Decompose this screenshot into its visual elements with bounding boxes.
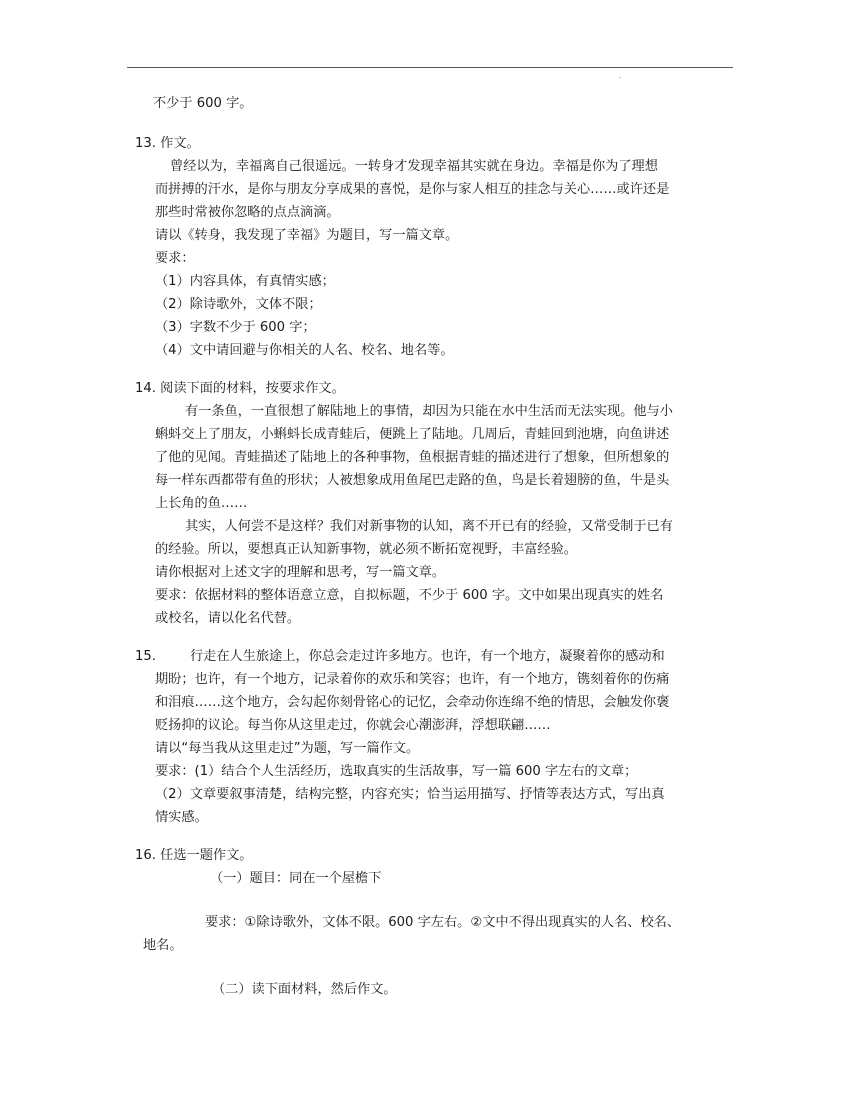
text-line: 要求：(1）结合个人生活经历，选取真实的生活故事，写一篇 600 字左右的文章； [155,764,638,779]
text-line: 的经验。所以，要想真正认知新事物，就必须不断拓宽视野，丰富经验。 [155,542,577,557]
text-line: 不少于 600 字。 [153,96,253,111]
text-line: 请以“每当我从这里走过”为题，写一篇作文。 [155,741,420,756]
text-line: 有一条鱼，一直很想了解陆地上的事情，却因为只能在水中生活而无法实现。他与小 [185,404,673,419]
text-line: 或校名，请以化名代替。 [155,611,301,626]
header-dot: . [619,71,622,80]
text-line: 了他的见闻。青蛙描述了陆地上的各种事物，鱼根据青蛙的描述进行了想象，但所想象的 [155,450,670,465]
text-line: 16. 任选一题作文。 [135,848,253,863]
text-line: （2）文章要叙事清楚，结构完整，内容充实；恰当运用描写、抒情等表达方式，写出真 [155,787,665,802]
text-line: 贬扬抑的议论。每当你从这里走过，你就会心潮澎湃，浮想联翩…… [155,718,551,733]
text-line: 期盼；也许，有一个地方，记录着你的欢乐和笑容；也许，有一个地方，镌刻着你的伤痛 [155,672,670,687]
text-line: （二）读下面材料，然后作文。 [212,982,397,997]
text-line: 曾经以为，幸福离自己很遥远。一转身才发现幸福其实就在身边。幸福是你为了理想 [170,159,658,174]
text-line: 要求：①除诗歌外，文体不限。600 字左右。②文中不得出现真实的人名、校名、 [205,915,681,930]
text-line: 每一样东西都带有鱼的形状；人被想象成用鱼尾巴走路的鱼，鸟是长着翅膀的鱼，牛是头 [155,473,670,488]
text-line: 上长角的鱼…… [155,496,248,511]
text-line: 15. [135,649,156,664]
text-line: （2）除诗歌外，文体不限； [155,297,322,312]
text-line: 请以《转身，我发现了幸福》为题目，写一篇文章。 [155,228,459,243]
text-line: 那些时常被你忽略的点点滴滴。 [155,205,340,220]
text-line: 其实，人何尝不是这样？我们对新事物的认知，离不开已有的经验，又常受制于已有 [185,519,673,534]
text-line: 地名。 [143,938,183,953]
text-line: （3）字数不少于 600 字； [155,320,316,335]
text-line: 行走在人生旅途上，你总会走过许多地方。也许，有一个地方，凝聚着你的感动和 [190,649,665,664]
text-line: 而拼搏的汗水，是你与朋友分享成果的喜悦，是你与家人相互的挂念与关心……或许还是 [155,182,670,197]
text-line: 请你根据对上述文字的理解和思考，写一篇文章。 [155,565,446,580]
text-line: 13. 作文。 [135,136,200,151]
text-line: 14. 阅读下面的材料，按要求作文。 [135,381,345,396]
text-line: 和泪痕……这个地方，会勾起你刻骨铭心的记忆，会牵动你连绵不绝的情思，会触发你褒 [155,695,670,710]
text-line: 情实感。 [155,810,208,825]
text-line: （4）文中请回避与你相关的人名、校名、地名等。 [155,343,454,358]
text-line: 要求： [155,251,195,266]
text-line: （一）题目：同在一个屋檐下 [210,871,382,886]
text-line: 蝌蚪交上了朋友，小蝌蚪长成青蛙后，便跳上了陆地。几周后，青蛙回到池塘，向鱼讲述 [155,427,670,442]
header-rule [127,67,733,68]
text-line: （1）内容具体，有真情实感； [155,274,335,289]
text-line: 要求：依据材料的整体语意立意，自拟标题，不少于 600 字。文中如果出现真实的姓名 [155,588,664,603]
